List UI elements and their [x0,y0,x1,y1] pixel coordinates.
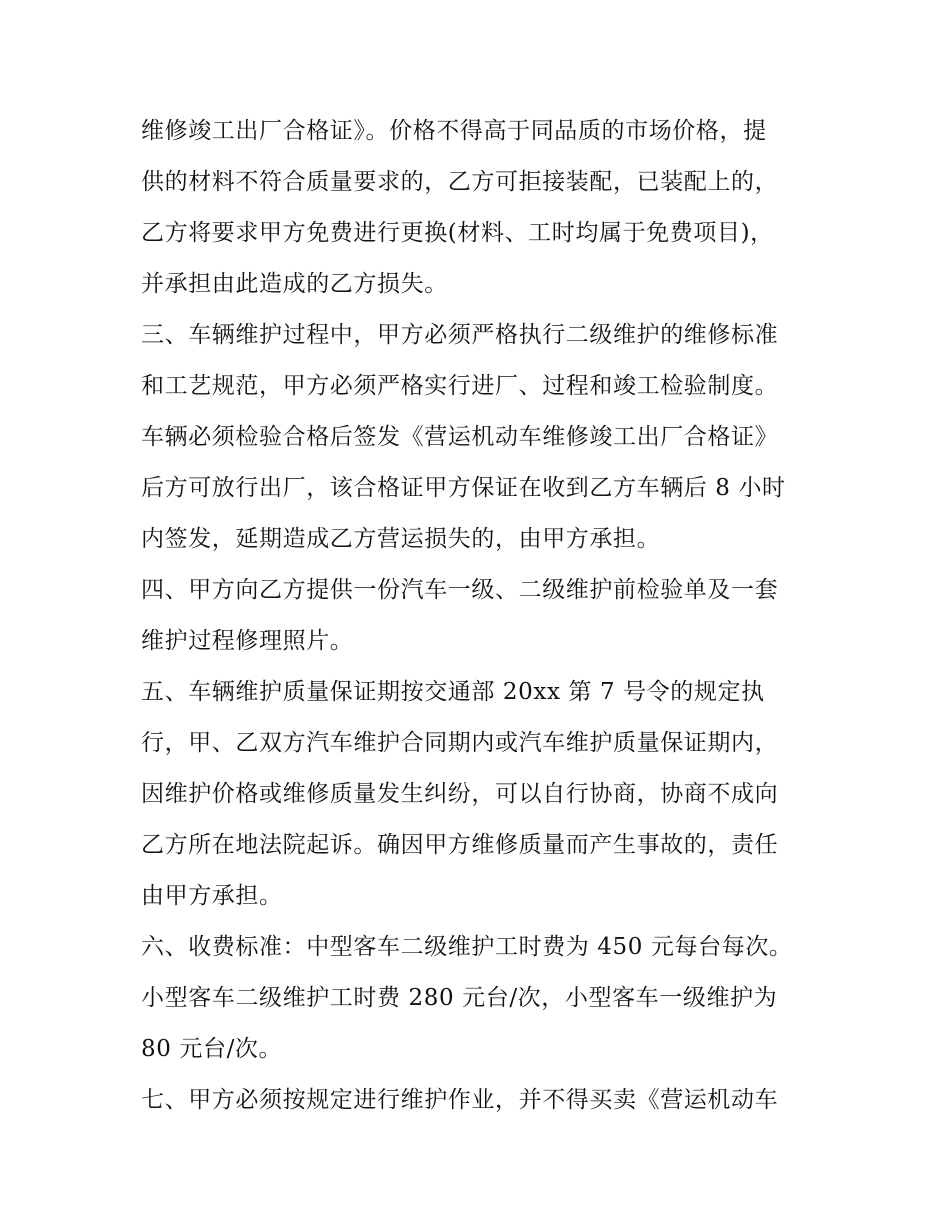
text-line: 行，甲、乙双方汽车维护合同期内或汽车维护质量保证期内， [141,730,779,756]
text-line: 乙方所在地法院起诉。确因甲方维修质量而产生事故的，责任 [141,832,779,858]
text-line: 乙方将要求甲方免费进行更换(材料、工时均属于免费项目)， [141,220,774,246]
clause-7-line: 七、甲方必须按规定进行维护作业，并不得买卖《营运机动车 [141,1087,779,1113]
clause-6-line: 六、收费标准：中型客车二级维护工时费为 450 元每台每次。 [141,934,793,960]
text-line: 供的材料不符合质量要求的，乙方可拒接装配，已装配上的， [141,169,779,195]
text-line: 和工艺规范，甲方必须严格实行进厂、过程和竣工检验制度。 [141,373,779,399]
text-line: 车辆必须检验合格后签发《营运机动车维修竣工出厂合格证》 [141,424,779,450]
contract-text [141,106,821,1126]
text-line: 后方可放行出厂，该合格证甲方保证在收到乙方车辆后 8 小时 [141,475,786,501]
text-line: 维护过程修理照片。 [141,628,354,654]
text-line: 因维护价格或维修质量发生纠纷，可以自行协商，协商不成向 [141,781,779,807]
text-line: 小型客车二级维护工时费 280 元台/次，小型客车一级维护为 [141,985,778,1011]
clause-3-line: 三、车辆维护过程中，甲方必须严格执行二级维护的维修标准 [141,322,779,348]
text-line: 并承担由此造成的乙方损失。 [141,271,448,297]
clause-5-line: 五、车辆维护质量保证期按交通部 20xx 第 7 号令的规定执 [141,679,765,705]
text-line: 维修竣工出厂合格证》。价格不得高于同品质的市场价格，提 [141,118,767,144]
clause-4-line: 四、甲方向乙方提供一份汽车一级、二级维护前检验单及一套 [141,577,779,603]
text-line: 内签发，延期造成乙方营运损失的，由甲方承担。 [141,526,661,552]
text-line: 由甲方承担。 [141,883,283,909]
text-line: 80 元台/次。 [141,1036,283,1062]
